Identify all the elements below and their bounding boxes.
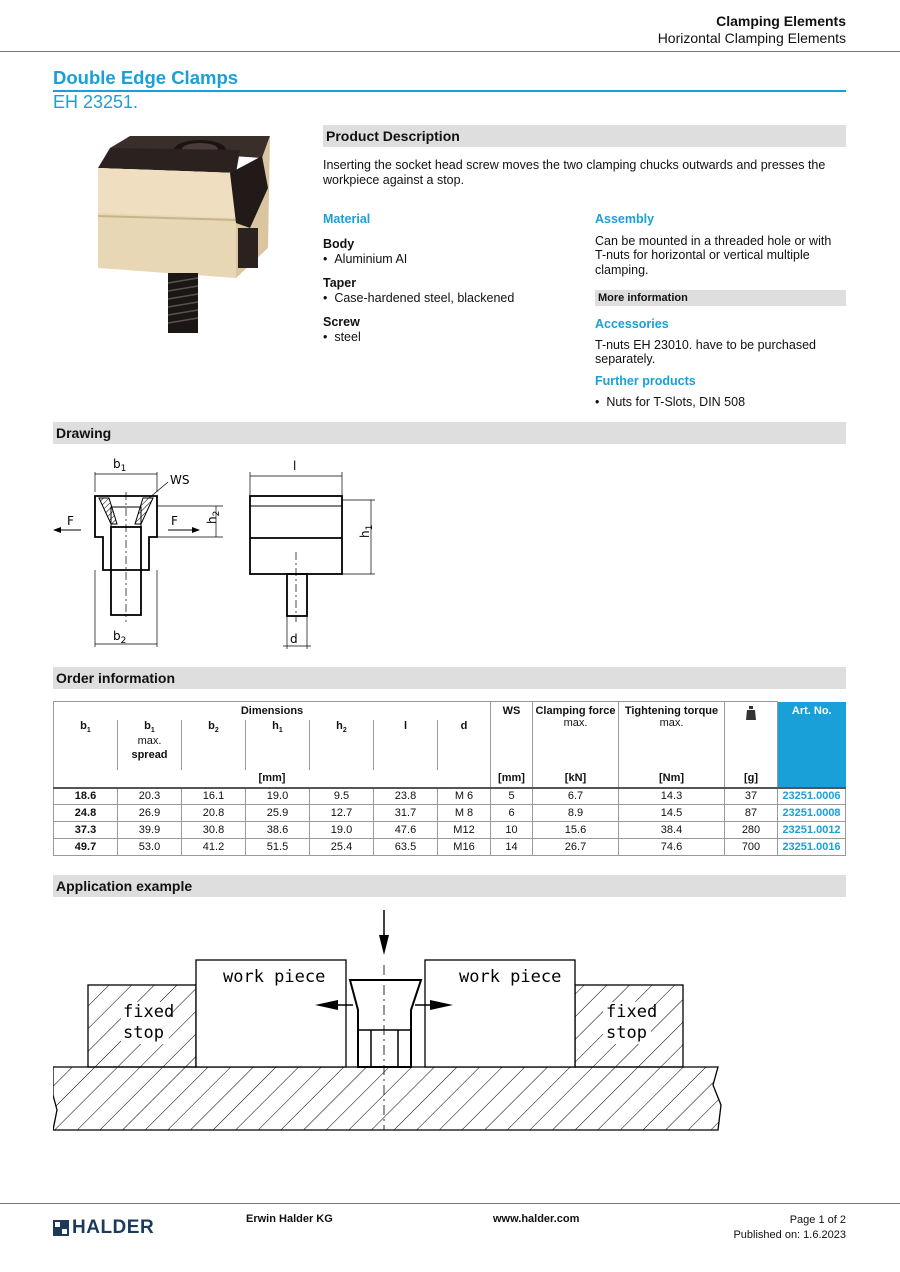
cell-h2: 12.7 xyxy=(310,805,374,822)
cell-torque: 14.5 xyxy=(619,805,725,822)
label-stop-left: stop xyxy=(123,1023,164,1043)
cell-l: 23.8 xyxy=(374,788,438,805)
halder-logo-icon xyxy=(53,1220,69,1236)
cell-weight: 87 xyxy=(725,805,778,822)
footer-company: Erwin Halder KG xyxy=(246,1213,333,1225)
cell-art[interactable]: 23251.0012 xyxy=(778,822,846,839)
footer-published: Published on: 1.6.2023 xyxy=(733,1229,846,1241)
table-row xyxy=(54,822,846,839)
cell-d: M12 xyxy=(438,822,491,839)
cell-h2: 25.4 xyxy=(310,839,374,856)
cell-h1: 38.6 xyxy=(246,822,310,839)
label-f-right: F xyxy=(171,514,178,528)
technical-drawing xyxy=(53,452,393,657)
footer-page: Page 1 of 2 xyxy=(789,1214,846,1226)
halder-logo: HALDER xyxy=(53,1217,154,1239)
footer-page-info xyxy=(733,1213,846,1243)
unit-nm: [Nm] xyxy=(619,770,725,788)
art-no-header: Art. No. xyxy=(778,702,846,788)
product-description-heading: Product Description xyxy=(323,125,846,147)
accessories-line2: separately. xyxy=(595,352,656,366)
application-example-drawing xyxy=(53,905,733,1135)
label-work-piece-left: work piece xyxy=(223,967,326,987)
cell-d: M 6 xyxy=(438,788,491,805)
tightening-torque-header: Tightening torque max. xyxy=(619,702,725,770)
col-h2: $h_2$ xyxy=(310,720,374,770)
cell-art[interactable]: 23251.0016 xyxy=(778,839,846,856)
cell-art[interactable]: 23251.0006 xyxy=(778,788,846,805)
label-fixed-right: fixed xyxy=(606,1002,658,1022)
cell-ws: 14 xyxy=(491,839,533,856)
col-b2: $b_2$ xyxy=(182,720,246,770)
cell-h1: 51.5 xyxy=(246,839,310,856)
label-stop-right: stop xyxy=(606,1023,647,1043)
cell-d: M 8 xyxy=(438,805,491,822)
label-b2: $b_2$ xyxy=(113,629,127,646)
assembly-line1: Can be mounted in a threaded hole or with xyxy=(595,234,832,248)
label-b1: $b_1$ xyxy=(113,457,127,474)
cell-d: M16 xyxy=(438,839,491,856)
material-screw-value: • steel xyxy=(323,330,361,344)
header-divider xyxy=(0,51,900,52)
label-l: l xyxy=(293,459,297,473)
col-l: l xyxy=(374,720,438,770)
label-h1: $h_1$ xyxy=(358,524,375,538)
unit-kn: [kN] xyxy=(533,770,619,788)
cell-force: 8.9 xyxy=(533,805,619,822)
weight-icon xyxy=(725,702,778,770)
accessories-heading: Accessories xyxy=(595,317,669,331)
cell-weight: 700 xyxy=(725,839,778,856)
label-ws: WS xyxy=(170,473,190,487)
cell-h2: 19.0 xyxy=(310,822,374,839)
cell-weight: 37 xyxy=(725,788,778,805)
cell-force: 15.6 xyxy=(533,822,619,839)
col-b1-max: $b_1$ max. spread xyxy=(118,720,182,770)
ws-header: WS xyxy=(491,702,533,770)
footer-website[interactable]: www.halder.com xyxy=(493,1213,580,1225)
unit-ws: [mm] xyxy=(491,770,533,788)
page-header xyxy=(658,13,846,47)
cell-h1: 25.9 xyxy=(246,805,310,822)
material-taper-value: • Case-hardened steel, blackened xyxy=(323,291,515,305)
cell-l: 47.6 xyxy=(374,822,438,839)
further-products-heading: Further products xyxy=(595,374,696,388)
assembly-line3: clamping. xyxy=(595,263,649,277)
assembly-heading: Assembly xyxy=(595,212,655,226)
col-h1: $h_1$ xyxy=(246,720,310,770)
cell-h1: 19.0 xyxy=(246,788,310,805)
cell-b1: 37.3 xyxy=(54,822,118,839)
product-title: Double Edge Clamps xyxy=(53,67,239,88)
cell-l: 31.7 xyxy=(374,805,438,822)
further-products-item[interactable]: • Nuts for T-Slots, DIN 508 xyxy=(595,395,746,409)
cell-b2: 41.2 xyxy=(182,839,246,856)
clamping-force-header: Clamping force max. xyxy=(533,702,619,770)
material-screw-label: Screw xyxy=(323,315,360,329)
cell-b1max: 39.9 xyxy=(118,822,182,839)
cell-b1max: 26.9 xyxy=(118,805,182,822)
label-d: d xyxy=(290,632,298,646)
material-heading: Material xyxy=(323,212,371,226)
cell-l: 63.5 xyxy=(374,839,438,856)
product-image xyxy=(90,128,280,338)
title-underline xyxy=(53,90,846,92)
col-d: d xyxy=(438,720,491,770)
unit-mm: [mm] xyxy=(54,770,491,788)
footer-divider xyxy=(0,1203,900,1204)
application-example-heading: Application example xyxy=(53,875,846,897)
cell-torque: 14.3 xyxy=(619,788,725,805)
cell-h2: 9.5 xyxy=(310,788,374,805)
cell-b2: 20.8 xyxy=(182,805,246,822)
table-row xyxy=(54,788,846,805)
cell-ws: 5 xyxy=(491,788,533,805)
cell-weight: 280 xyxy=(725,822,778,839)
cell-force: 26.7 xyxy=(533,839,619,856)
dimensions-header: Dimensions xyxy=(54,702,491,720)
col-b1: $b_1$ xyxy=(54,720,118,770)
description-text-line1: Inserting the socket head screw moves the two clamping chucks outwards and presses the xyxy=(323,158,826,172)
cell-b1: 18.6 xyxy=(54,788,118,805)
cell-ws: 10 xyxy=(491,822,533,839)
label-work-piece-right: work piece xyxy=(459,967,562,987)
assembly-line2: T-nuts for horizontal or vertical multiple xyxy=(595,248,810,262)
cell-b2: 30.8 xyxy=(182,822,246,839)
order-information-heading: Order information xyxy=(53,667,846,689)
more-information-bar: More information xyxy=(595,290,846,306)
label-h2: $h_2$ xyxy=(205,510,222,524)
label-f-left: F xyxy=(67,514,74,528)
drawing-heading: Drawing xyxy=(53,422,846,444)
unit-g: [g] xyxy=(725,770,778,788)
label-fixed-left: fixed xyxy=(123,1002,175,1022)
cell-b2: 16.1 xyxy=(182,788,246,805)
table-row xyxy=(54,805,846,822)
cell-b1max: 53.0 xyxy=(118,839,182,856)
cell-b1: 24.8 xyxy=(54,805,118,822)
material-taper-label: Taper xyxy=(323,276,357,290)
header-category: Clamping Elements xyxy=(716,13,846,29)
cell-b1: 49.7 xyxy=(54,839,118,856)
order-table xyxy=(53,701,846,856)
product-code: EH 23251. xyxy=(53,92,139,112)
cell-ws: 6 xyxy=(491,805,533,822)
cell-art[interactable]: 23251.0008 xyxy=(778,805,846,822)
header-subcategory: Horizontal Clamping Elements xyxy=(657,30,846,46)
cell-torque: 74.6 xyxy=(619,839,725,856)
cell-b1max: 20.3 xyxy=(118,788,182,805)
description-text-line2: workpiece against a stop. xyxy=(323,173,465,187)
cell-torque: 38.4 xyxy=(619,822,725,839)
cell-force: 6.7 xyxy=(533,788,619,805)
accessories-line1: T-nuts EH 23010. have to be purchased xyxy=(595,338,816,352)
material-body-value: • Aluminium AI xyxy=(323,252,408,266)
material-body-label: Body xyxy=(323,237,355,251)
table-row xyxy=(54,839,846,856)
